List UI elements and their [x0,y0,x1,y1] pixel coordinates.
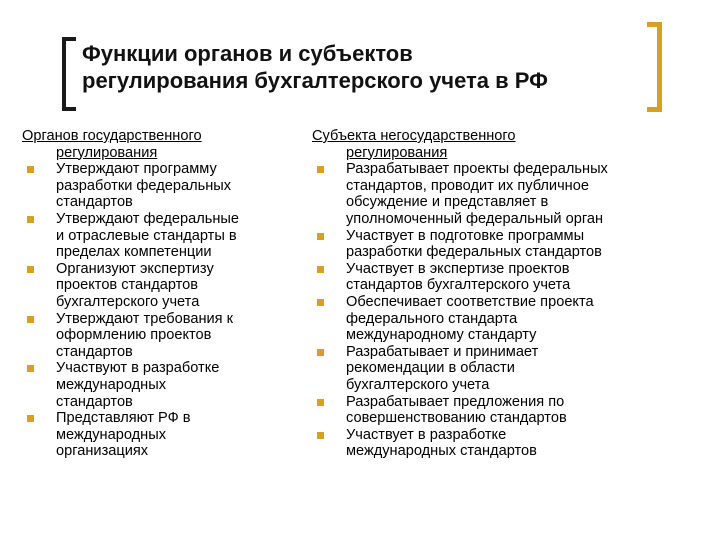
list-item-line: Разрабатывает и принимает [346,343,539,360]
list-item-line: международному стандарту [346,327,537,344]
list-item-line: разработки федеральных [56,177,232,194]
square-bullet-icon [27,266,34,273]
list-item-line: Разрабатывает предложения по [346,393,565,410]
non-state-regulation-heading [312,128,707,161]
list-item-line: рекомендации в области [346,360,515,377]
page-title [82,40,642,94]
list-item [22,161,312,211]
list-item [22,410,312,460]
list-item [312,294,707,344]
square-bullet-icon [317,233,324,240]
square-bullet-icon [27,216,34,223]
list-item-line: организациях [56,443,149,460]
list-item-line: Утверждают федеральные [56,210,239,227]
heading-line-1: Органов государственного [22,128,202,144]
list-item-line: стандартов [56,343,133,360]
list-item [312,161,707,227]
list-item [312,228,707,261]
square-bullet-icon [317,266,324,273]
list-item [22,311,312,361]
list-item-line: международных стандартов [346,443,537,460]
list-item [22,261,312,311]
list-item-line: Разрабатывает проекты федеральных [346,161,608,178]
square-bullet-icon [317,299,324,306]
list-item-line: уполномоченный федеральный орган [346,210,604,227]
list-item-line: Обеспечивает соответствие проекта [346,293,594,310]
heading-line-2: регулирования [346,144,448,161]
list-item-line: международных [56,426,167,443]
square-bullet-icon [27,166,34,173]
list-item-line: пределах компетенции [56,244,212,261]
state-regulation-list [22,161,312,460]
list-item-line: Утверждают требования к [56,310,234,327]
list-item [312,344,707,394]
list-item-line: Участвует в подготовке программы [346,227,585,244]
square-bullet-icon [317,432,324,439]
list-item-line: разработки федеральных стандартов [346,244,602,261]
title-line-1: Функции органов и субъектов [82,41,413,66]
list-item-line: стандартов бухгалтерского учета [346,277,571,294]
list-item-line: обсуждение и представляет в [346,194,549,211]
state-regulation-heading [22,128,312,161]
title-bracket-right [647,22,662,112]
list-item-line: бухгалтерского учета [346,376,490,393]
list-item-line: Представляют РФ в [56,410,191,427]
square-bullet-icon [317,399,324,406]
list-item [22,211,312,261]
square-bullet-icon [317,349,324,356]
list-item-line: и отраслевые стандарты в [56,227,237,244]
non-state-regulation-list [312,161,707,460]
state-regulation-column [22,128,312,460]
list-item [312,427,707,460]
list-item [312,261,707,294]
list-item [312,394,707,427]
list-item-line: бухгалтерского учета [56,293,200,310]
list-item-line: стандартов [56,194,133,211]
title-line-2: регулирования бухгалтерского учета в РФ [82,68,548,93]
list-item-line: совершенствованию стандартов [346,410,567,427]
square-bullet-icon [317,166,324,173]
list-item-line: Утверждают программу [56,161,217,178]
heading-line-1: Субъекта негосударственного [312,128,516,144]
square-bullet-icon [27,316,34,323]
list-item-line: международных [56,376,167,393]
title-bracket-left [62,37,76,111]
non-state-regulation-column [312,128,707,460]
list-item-line: стандартов [56,393,133,410]
list-item-line: Организуют экспертизу [56,260,214,277]
list-item-line: Участвует в экспертизе проектов [346,260,570,277]
list-item-line: Участвует в разработке [346,426,507,443]
list-item-line: Участвуют в разработке [56,360,220,377]
list-item-line: федерального стандарта [346,310,518,327]
list-item-line: стандартов, проводит их публичное [346,177,589,194]
square-bullet-icon [27,365,34,372]
square-bullet-icon [27,415,34,422]
heading-line-2: регулирования [56,144,158,161]
list-item-line: оформлению проектов [56,327,212,344]
list-item-line: проектов стандартов [56,277,199,294]
list-item [22,360,312,410]
